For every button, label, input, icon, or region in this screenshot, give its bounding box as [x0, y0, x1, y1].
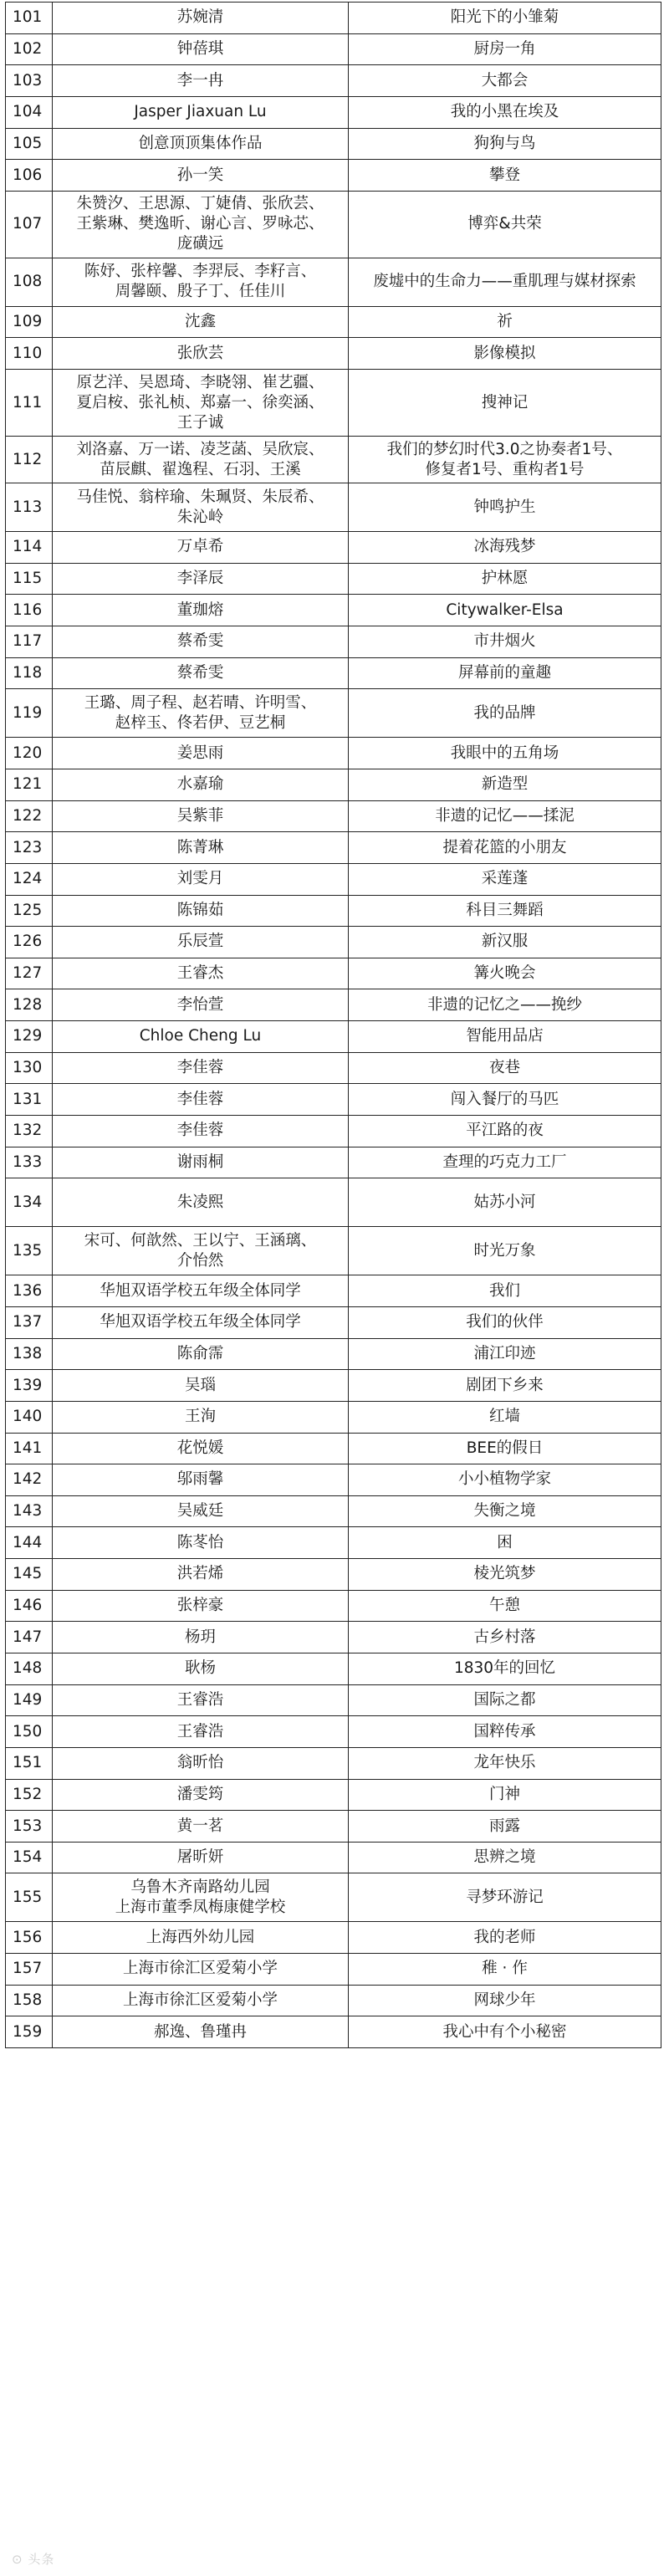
artist-name: 水嘉瑜: [53, 769, 349, 800]
row-number: 151: [6, 1747, 53, 1779]
artwork-title: 废墟中的生命力——重肌理与媒材探索: [349, 258, 661, 306]
row-number: 145: [6, 1559, 53, 1591]
row-number: 122: [6, 800, 53, 832]
table-row: [6, 927, 661, 958]
table-row: [6, 1338, 661, 1370]
row-number: 117: [6, 626, 53, 658]
artist-name: 上海西外幼儿园: [53, 1922, 349, 1954]
table-row: [6, 370, 661, 437]
table-row: [6, 65, 661, 97]
artwork-title: 门神: [349, 1779, 661, 1811]
artist-name: 王睿浩: [53, 1684, 349, 1716]
artist-name: 陈苳怡: [53, 1527, 349, 1559]
artwork-title: 姑苏小河: [349, 1178, 661, 1227]
artist-name: 屠昕妍: [53, 1842, 349, 1873]
table-row: [6, 532, 661, 564]
artist-name: 万卓希: [53, 532, 349, 564]
row-number: 127: [6, 958, 53, 989]
row-number: 147: [6, 1622, 53, 1653]
artist-name: 王睿杰: [53, 958, 349, 989]
table-row: [6, 3, 661, 34]
table-row: [6, 1922, 661, 1954]
artist-name: 洪若烯: [53, 1559, 349, 1591]
artwork-title: 狗狗与鸟: [349, 128, 661, 160]
artwork-title: 护林愿: [349, 563, 661, 595]
artwork-title: 篝火晚会: [349, 958, 661, 989]
artist-name: 华旭双语学校五年级全体同学: [53, 1306, 349, 1338]
row-number: 123: [6, 832, 53, 864]
table-row: [6, 1842, 661, 1873]
row-number: 104: [6, 96, 53, 128]
row-number: 150: [6, 1716, 53, 1748]
table-row: [6, 626, 661, 658]
row-number: 135: [6, 1227, 53, 1275]
artist-name: 吴紫菲: [53, 800, 349, 832]
table-row: [6, 1275, 661, 1307]
artist-name: 翁昕怡: [53, 1747, 349, 1779]
row-number: 140: [6, 1401, 53, 1433]
table-row: [6, 563, 661, 595]
table-row: [6, 769, 661, 800]
artwork-title: 影像模拟: [349, 338, 661, 370]
row-number: 142: [6, 1464, 53, 1496]
artist-name: 上海市徐汇区爱菊小学: [53, 1954, 349, 1986]
row-number: 126: [6, 927, 53, 958]
table-row: [6, 958, 661, 989]
artist-name: 乐辰萱: [53, 927, 349, 958]
table-row: [6, 1370, 661, 1402]
artwork-title: 新造型: [349, 769, 661, 800]
row-number: 107: [6, 191, 53, 258]
table-row: [6, 1590, 661, 1622]
table-row: [6, 738, 661, 769]
artwork-title: 网球少年: [349, 1985, 661, 2016]
watermark-logo: ⊙ 头条: [12, 2552, 55, 2567]
row-number: 114: [6, 532, 53, 564]
table-row: [6, 832, 661, 864]
row-number: 132: [6, 1116, 53, 1147]
row-number: 103: [6, 65, 53, 97]
artwork-title: 国际之都: [349, 1684, 661, 1716]
artwork-table: [5, 2, 661, 2048]
artist-name: 王璐、周子程、赵若晴、许明雪、 赵梓玉、佟若伊、豆艺桐: [53, 689, 349, 738]
artwork-title: 祈: [349, 306, 661, 338]
artist-name: 谢雨桐: [53, 1147, 349, 1178]
row-number: 106: [6, 160, 53, 192]
table-row: [6, 1495, 661, 1527]
artwork-title: 我们: [349, 1275, 661, 1307]
table-row: [6, 1527, 661, 1559]
artwork-title: 闯入餐厅的马匹: [349, 1084, 661, 1116]
row-number: 159: [6, 2016, 53, 2048]
table-row: [6, 1116, 661, 1147]
artwork-title: Citywalker-Elsa: [349, 595, 661, 626]
table-row: [6, 2016, 661, 2048]
table-row: [6, 1433, 661, 1464]
table-row: [6, 1985, 661, 2016]
table-row: [6, 657, 661, 689]
artist-name: 李怡萱: [53, 989, 349, 1021]
table-row: [6, 1147, 661, 1178]
artist-name: Jasper Jiaxuan Lu: [53, 96, 349, 128]
artist-name: 王洵: [53, 1401, 349, 1433]
table-row: [6, 1873, 661, 1922]
artwork-title: 我们的梦幻时代3.0之协奏者1号、 修复者1号、重构者1号: [349, 437, 661, 483]
table-row: [6, 191, 661, 258]
row-number: 133: [6, 1147, 53, 1178]
artist-name: Chloe Cheng Lu: [53, 1021, 349, 1053]
table-row: [6, 338, 661, 370]
artist-name: 李一冉: [53, 65, 349, 97]
artist-name: 李佳蓉: [53, 1084, 349, 1116]
row-number: 128: [6, 989, 53, 1021]
table-row: [6, 1559, 661, 1591]
artwork-title: 剧团下乡来: [349, 1370, 661, 1402]
table-row: [6, 1622, 661, 1653]
table-row: [6, 1227, 661, 1275]
artwork-title: 龙年快乐: [349, 1747, 661, 1779]
row-number: 109: [6, 306, 53, 338]
artist-name: 李佳蓉: [53, 1052, 349, 1084]
artwork-title: BEE的假日: [349, 1433, 661, 1464]
artist-name: 钟蓓琪: [53, 33, 349, 65]
table-row: [6, 1178, 661, 1227]
row-number: 118: [6, 657, 53, 689]
artist-name: 李佳蓉: [53, 1116, 349, 1147]
table-row: [6, 1779, 661, 1811]
artist-name: 上海市徐汇区爱菊小学: [53, 1985, 349, 2016]
row-number: 105: [6, 128, 53, 160]
artwork-title: 平江路的夜: [349, 1116, 661, 1147]
artwork-title: 浦江印迹: [349, 1338, 661, 1370]
table-row: [6, 1954, 661, 1986]
artist-name: 董珈熔: [53, 595, 349, 626]
table-row: [6, 33, 661, 65]
artist-name: 吴威廷: [53, 1495, 349, 1527]
artwork-title: 时光万象: [349, 1227, 661, 1275]
table-row: [6, 800, 661, 832]
row-number: 130: [6, 1052, 53, 1084]
artist-name: 乌鲁木齐南路幼儿园 上海市董季凤梅康健学校: [53, 1873, 349, 1922]
artist-name: 刘雯月: [53, 863, 349, 895]
table-row: [6, 1401, 661, 1433]
artist-name: 王睿浩: [53, 1716, 349, 1748]
artist-name: 李泽辰: [53, 563, 349, 595]
artwork-title: 我的老师: [349, 1922, 661, 1954]
artist-name: 陈锦茹: [53, 895, 349, 927]
artwork-title: 国粹传承: [349, 1716, 661, 1748]
artist-name: 宋可、何歆然、王以宁、王涵璃、 介怡然: [53, 1227, 349, 1275]
artwork-title: 寻梦环游记: [349, 1873, 661, 1922]
table-row: [6, 1306, 661, 1338]
artist-name: 孙一笑: [53, 160, 349, 192]
artwork-title: 冰海残梦: [349, 532, 661, 564]
artwork-title: 我心中有个小秘密: [349, 2016, 661, 2048]
artist-name: 朱赞汐、王思源、丁婕倩、张欣芸、 王紫琳、樊逸昕、谢心言、罗咏芯、 庞磺远: [53, 191, 349, 258]
row-number: 112: [6, 437, 53, 483]
artist-name: 花悦媛: [53, 1433, 349, 1464]
artwork-title: 红墙: [349, 1401, 661, 1433]
row-number: 148: [6, 1653, 53, 1684]
table-row: [6, 1811, 661, 1843]
row-number: 125: [6, 895, 53, 927]
row-number: 155: [6, 1873, 53, 1922]
artist-name: 潘雯筠: [53, 1779, 349, 1811]
table-row: [6, 689, 661, 738]
artwork-title: 午憩: [349, 1590, 661, 1622]
row-number: 143: [6, 1495, 53, 1527]
artwork-title: 非遗的记忆之——挽纱: [349, 989, 661, 1021]
artwork-title: 大都会: [349, 65, 661, 97]
table-row: [6, 595, 661, 626]
artist-name: 马佳悦、翁梓瑜、朱珮贤、朱辰希、 朱沁岭: [53, 483, 349, 532]
artist-name: 陈菁琳: [53, 832, 349, 864]
row-number: 149: [6, 1684, 53, 1716]
table-row: [6, 1747, 661, 1779]
row-number: 116: [6, 595, 53, 626]
artwork-title: 市井烟火: [349, 626, 661, 658]
artwork-table-body: [6, 3, 661, 2048]
artist-name: 陈妤、张梓馨、李羿辰、李籽言、 周馨颐、殷子丁、任佳川: [53, 258, 349, 306]
table-row: [6, 1716, 661, 1748]
artist-name: 原艺洋、吴恩琦、李晓翎、崔艺疆、 夏启桉、张礼桢、郑嘉一、徐奕涵、 王子诚: [53, 370, 349, 437]
artist-name: 张梓豪: [53, 1590, 349, 1622]
artwork-title: 我的品牌: [349, 689, 661, 738]
artist-name: 黄一茗: [53, 1811, 349, 1843]
artwork-title: 提着花篮的小朋友: [349, 832, 661, 864]
table-row: [6, 1653, 661, 1684]
artwork-title: 小小植物学家: [349, 1464, 661, 1496]
artwork-title: 攀登: [349, 160, 661, 192]
artwork-title: 非遗的记忆——揉泥: [349, 800, 661, 832]
artwork-title: 屏幕前的童趣: [349, 657, 661, 689]
row-number: 137: [6, 1306, 53, 1338]
row-number: 158: [6, 1985, 53, 2016]
artwork-title: 雨露: [349, 1811, 661, 1843]
row-number: 138: [6, 1338, 53, 1370]
row-number: 101: [6, 3, 53, 34]
artist-name: 姜思雨: [53, 738, 349, 769]
artist-name: 沈鑫: [53, 306, 349, 338]
artwork-title: 我的小黑在埃及: [349, 96, 661, 128]
row-number: 119: [6, 689, 53, 738]
table-row: [6, 160, 661, 192]
artwork-title: 失衡之境: [349, 1495, 661, 1527]
artwork-list-sheet: [5, 2, 661, 2048]
artist-name: 朱凌熙: [53, 1178, 349, 1227]
artist-name: 耿杨: [53, 1653, 349, 1684]
artwork-title: 古乡村落: [349, 1622, 661, 1653]
artist-name: 邬雨馨: [53, 1464, 349, 1496]
table-row: [6, 483, 661, 532]
artist-name: 刘洛嘉、万一诺、凌芝菡、吴欣宸、 苗辰麒、翟逸程、石羽、王溪: [53, 437, 349, 483]
artwork-title: 博弈&共荣: [349, 191, 661, 258]
artwork-title: 阳光下的小雏菊: [349, 3, 661, 34]
table-row: [6, 306, 661, 338]
table-row: [6, 863, 661, 895]
table-row: [6, 1021, 661, 1053]
row-number: 154: [6, 1842, 53, 1873]
row-number: 129: [6, 1021, 53, 1053]
artist-name: 创意顶顶集体作品: [53, 128, 349, 160]
table-row: [6, 1052, 661, 1084]
artwork-title: 钟鸣护生: [349, 483, 661, 532]
row-number: 134: [6, 1178, 53, 1227]
table-row: [6, 258, 661, 306]
artwork-title: 1830年的回忆: [349, 1653, 661, 1684]
artist-name: 郝逸、鲁瑾冉: [53, 2016, 349, 2048]
row-number: 141: [6, 1433, 53, 1464]
artwork-title: 采莲蓬: [349, 863, 661, 895]
table-row: [6, 989, 661, 1021]
artwork-title: 搜神记: [349, 370, 661, 437]
table-row: [6, 895, 661, 927]
row-number: 153: [6, 1811, 53, 1843]
row-number: 108: [6, 258, 53, 306]
row-number: 110: [6, 338, 53, 370]
artist-name: 苏婉清: [53, 3, 349, 34]
row-number: 121: [6, 769, 53, 800]
row-number: 111: [6, 370, 53, 437]
artwork-title: 我眼中的五角场: [349, 738, 661, 769]
artist-name: 陈俞霈: [53, 1338, 349, 1370]
row-number: 156: [6, 1922, 53, 1954]
artwork-title: 厨房一角: [349, 33, 661, 65]
artwork-title: 夜巷: [349, 1052, 661, 1084]
table-row: [6, 1084, 661, 1116]
artwork-title: 稚 · 作: [349, 1954, 661, 1986]
row-number: 102: [6, 33, 53, 65]
row-number: 113: [6, 483, 53, 532]
row-number: 120: [6, 738, 53, 769]
row-number: 139: [6, 1370, 53, 1402]
artwork-title: 困: [349, 1527, 661, 1559]
table-row: [6, 1464, 661, 1496]
table-row: [6, 437, 661, 483]
artwork-title: 新汉服: [349, 927, 661, 958]
artist-name: 杨玥: [53, 1622, 349, 1653]
row-number: 131: [6, 1084, 53, 1116]
row-number: 115: [6, 563, 53, 595]
row-number: 144: [6, 1527, 53, 1559]
table-row: [6, 1684, 661, 1716]
row-number: 152: [6, 1779, 53, 1811]
artist-name: 蔡希雯: [53, 626, 349, 658]
table-row: [6, 96, 661, 128]
artwork-title: 我们的伙伴: [349, 1306, 661, 1338]
artwork-title: 思辨之境: [349, 1842, 661, 1873]
artist-name: 吴瑙: [53, 1370, 349, 1402]
artist-name: 张欣芸: [53, 338, 349, 370]
row-number: 136: [6, 1275, 53, 1307]
table-row: [6, 128, 661, 160]
artwork-title: 查理的巧克力工厂: [349, 1147, 661, 1178]
artwork-title: 棱光筑梦: [349, 1559, 661, 1591]
artwork-title: 科目三舞蹈: [349, 895, 661, 927]
artist-name: 蔡希雯: [53, 657, 349, 689]
artist-name: 华旭双语学校五年级全体同学: [53, 1275, 349, 1307]
row-number: 124: [6, 863, 53, 895]
artwork-title: 智能用品店: [349, 1021, 661, 1053]
row-number: 146: [6, 1590, 53, 1622]
row-number: 157: [6, 1954, 53, 1986]
